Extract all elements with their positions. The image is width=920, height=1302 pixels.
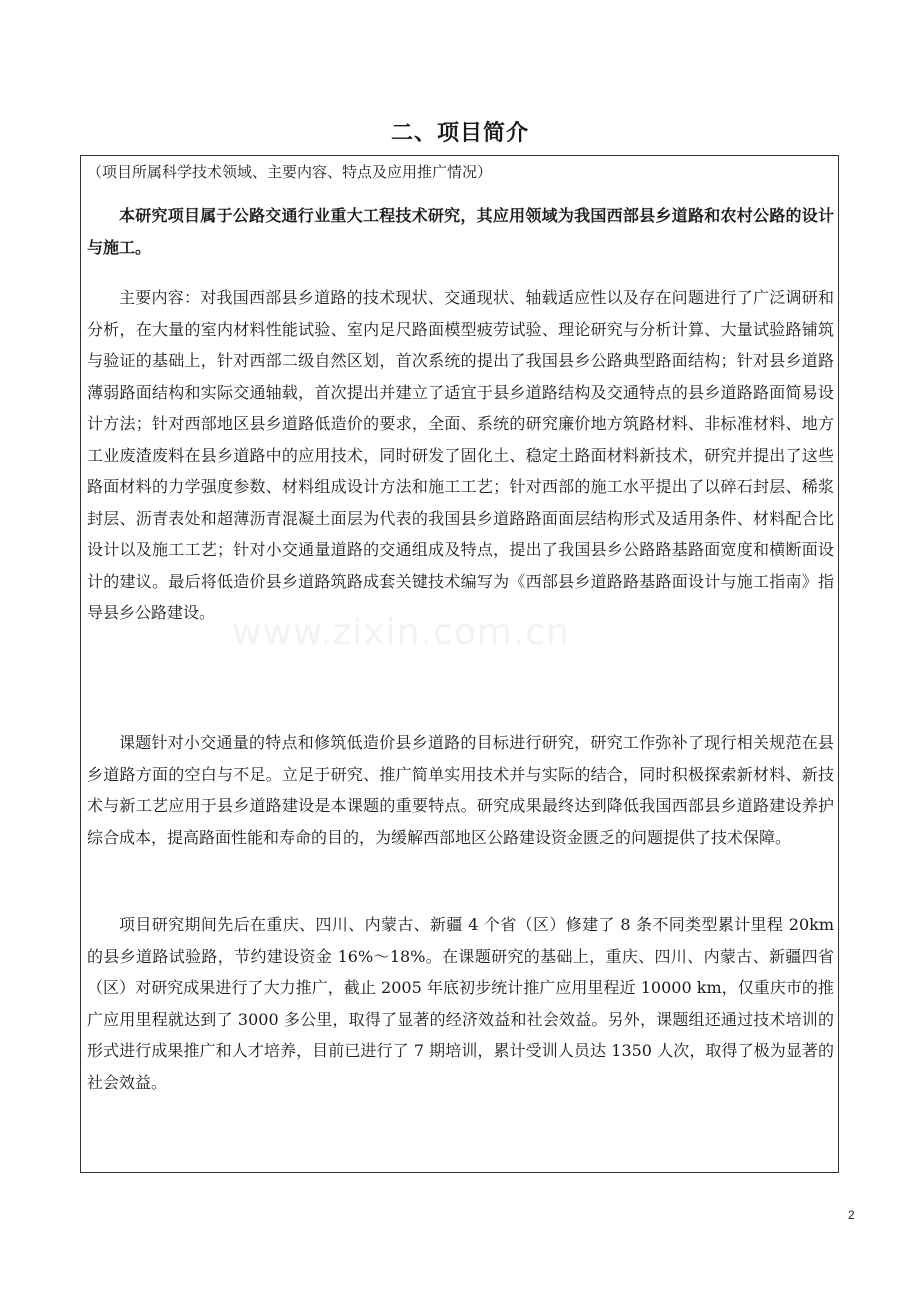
paragraph-main-content: 主要内容：对我国西部县乡道路的技术现状、交通现状、轴载适应性以及存在问题进行了广泛调研和分析，在大量的室内材料性能试验、室内足尺路面模型疲劳试验、理论研究与分析计算、大量试验路铺筑与验证的基础上，针对西部二级自然区划，首次系统的提出了我国县乡公路典型路面结构；针对县乡道路薄弱路面结构和实际交通轴载，首次提出并建立了适宜于县乡道路结构及交通特点的县乡道路路面简易设计方法；针对西部地区县乡道路低造价的要求，全面、系统的研究廉价地方筑路材料、非标准材料、地方工业废渣废料在县乡道路中的应用技术，同时研发了固化土、稳定土路面材料新技术，研究并提出了这些路面材料的力学强度参数、材料组成设计方法和施工工艺；针对西部的施工水平提出了以碎石封层、稀浆封层、沥青表处和超薄沥青混凝土面层为代表的我国县乡道路路面面层结构形式及适用条件、材料配合比设计以及施工工艺；针对小交通量道路的交通组成及特点，提出了我国县乡公路路基路面宽度和横断面设计的建议。最后将低造价县乡道路筑路成套关键技术编写为《西部县乡道路路基路面设计与施工指南》指导县乡公路建设。: [87, 288, 834, 622]
watermark: www.zixin.com.cn: [232, 612, 570, 653]
page-title: 二、项目简介: [390, 121, 529, 146]
project-summary-box: [80, 155, 839, 1173]
paragraph-field: 本研究项目属于公路交通行业重大工程技术研究，其应用领域为我国西部县乡道路和农村公路的设计与施工。: [87, 206, 834, 257]
paragraph-application: 项目研究期间先后在重庆、四川、内蒙古、新疆 4 个省（区）修建了 8 条不同类型累计里程 20km 的县乡道路试验路，节约建设资金 16%～18%。在课题研究的基础上，重庆、四川、内蒙古、新疆四省（区）对研究成果进行了大力推广，截止 2005 年底初步统计推广应用里程近 10000 km，仅重庆市的推广应用里程就达到了 3000 多公里，取得了显著的经济效益和社会效益。另外，课题组还通过技术培训的形式进行成果推广和人才培养，目前已进行了 7 期培训，累计受训人员达 1350 人次，取得了极为显著的社会效益。: [87, 915, 834, 1092]
page-number: 2: [848, 1208, 855, 1222]
paragraph-features: 课题针对小交通量的特点和修筑低造价县乡道路的目标进行研究，研究工作弥补了现行相关规范在县乡道路方面的空白与不足。立足于研究、推广简单实用技术并与实际的结合，同时积极探索新材料、新技术与新工艺应用于县乡道路建设是本课题的重要特点。研究成果最终达到降低我国西部县乡道路建设养护综合成本，提高路面性能和寿命的目的，为缓解西部地区公路建设资金匮乏的问题提供了技术保障。: [87, 733, 834, 847]
field-hint: （项目所属科学技术领域、主要内容、特点及应用推广情况）: [87, 163, 493, 181]
